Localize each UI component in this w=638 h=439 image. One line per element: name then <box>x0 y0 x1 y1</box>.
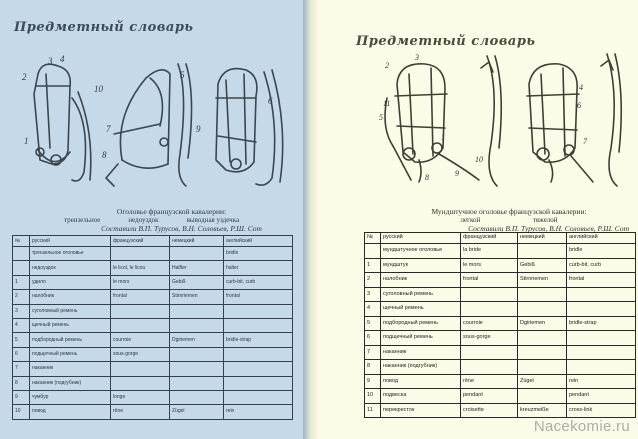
table-row <box>13 290 293 304</box>
table-cell <box>170 390 224 404</box>
table-cell: 3 <box>13 304 30 318</box>
callout-number: 6 <box>577 101 581 110</box>
left-page <box>0 0 303 439</box>
table-cell <box>111 304 170 318</box>
table-cell: подщечный ремень <box>381 331 461 346</box>
table-cell: sous-gorge <box>461 331 518 346</box>
callout-number: 7 <box>583 137 587 146</box>
table-cell: bridle <box>567 244 636 259</box>
table-cell: croisette <box>461 403 518 418</box>
table-cell: недоуздок <box>30 261 111 275</box>
table-row <box>13 405 293 419</box>
table-cell: frontal <box>461 273 518 288</box>
callout-number: 7 <box>106 124 111 134</box>
table-row <box>365 287 636 302</box>
table-cell: чумбур <box>30 390 111 404</box>
table-cell <box>567 302 636 317</box>
callout-number: 1 <box>441 133 445 142</box>
column-header: № <box>365 233 381 244</box>
table-cell: мундштук <box>381 258 461 273</box>
table-row <box>13 304 293 318</box>
table-cell <box>170 362 224 376</box>
table-cell: 8 <box>13 376 30 390</box>
page-title: Предметный словарь <box>14 20 194 35</box>
table-cell: подвеска <box>381 389 461 404</box>
table-cell <box>111 376 170 390</box>
table-cell: 1 <box>13 275 30 289</box>
table-cell <box>170 247 224 261</box>
table-cell: трензельное оголовье <box>30 247 111 261</box>
table-cell: 5 <box>13 333 30 347</box>
table-cell: мундштучное оголовье <box>381 244 461 259</box>
table-row <box>365 258 636 273</box>
table-cell <box>518 331 567 346</box>
table-cell <box>461 360 518 375</box>
caption-title: Оголовье французской кавалерии: <box>116 207 227 216</box>
table-cell: bridle-strap <box>224 333 293 347</box>
bridle-illustration <box>10 52 295 192</box>
table-cell <box>111 247 170 261</box>
table-cell: la bride <box>461 244 518 259</box>
table-cell: 8 <box>365 360 381 375</box>
table-cell: налобник <box>381 273 461 288</box>
table-cell: 6 <box>13 347 30 361</box>
table-cell: щечный ремень <box>381 302 461 317</box>
table-cell: pendant <box>461 389 518 404</box>
column-header: русский <box>381 233 461 244</box>
table-cell <box>461 287 518 302</box>
table-cell: 2 <box>365 273 381 288</box>
table-cell <box>170 318 224 332</box>
table-cell: frontal <box>567 273 636 288</box>
table-cell: 10 <box>13 405 30 419</box>
table-cell: Dgiriemen <box>170 333 224 347</box>
table-cell: подбородный ремень <box>381 316 461 331</box>
table-cell: наканник (подгубник) <box>381 360 461 375</box>
table-cell: суголовный ремень <box>381 287 461 302</box>
table-cell: le licol, le licou <box>111 261 170 275</box>
table-row <box>13 275 293 289</box>
table-cell: frontal <box>224 290 293 304</box>
callout-number: 9 <box>196 124 201 134</box>
table-cell: Gebiß <box>518 258 567 273</box>
dictionary-table <box>12 235 293 420</box>
table-row <box>13 333 293 347</box>
table-row <box>13 390 293 404</box>
table-row <box>13 261 293 275</box>
column-header: французский <box>111 236 170 247</box>
callout-number: 2 <box>22 72 27 82</box>
table-cell <box>518 302 567 317</box>
callout-number: 6 <box>268 96 273 106</box>
table-cell: rein <box>567 374 636 389</box>
callout-number: 8 <box>425 173 429 182</box>
table-cell: удило <box>30 275 111 289</box>
table-cell <box>567 331 636 346</box>
callout-number: 11 <box>383 99 391 108</box>
table-cell: суголовный ремень <box>30 304 111 318</box>
table-cell: 3 <box>365 287 381 302</box>
table-cell <box>518 244 567 259</box>
table-cell <box>461 345 518 360</box>
callout-number: 2 <box>385 61 389 70</box>
callout-number: 8 <box>102 150 107 160</box>
curb-bridle-illustration <box>379 48 635 188</box>
caption-authors: Составили В.П. Турусов, В.Н. Соловьев, Р.Ш. Сот <box>101 224 262 233</box>
caption-subtitles: трензельное недоуздок выводная уздечка <box>63 216 240 224</box>
table-cell: повод <box>381 374 461 389</box>
table-cell: Stirnriemen <box>170 290 224 304</box>
table-cell: rein <box>224 405 293 419</box>
table-cell: Zügel <box>518 374 567 389</box>
table-cell: Zügel <box>170 405 224 419</box>
callout-number: 3 <box>415 53 419 62</box>
table-cell: pendant <box>567 389 636 404</box>
table-cell: curb-bit, curb <box>224 275 293 289</box>
callout-number: 4 <box>579 83 583 92</box>
table-cell <box>518 360 567 375</box>
table-cell <box>461 302 518 317</box>
table-cell: подбородный ремень <box>30 333 111 347</box>
callout-number: 1 <box>24 136 29 146</box>
table-cell: 4 <box>13 318 30 332</box>
callout-number: 4 <box>60 54 65 64</box>
table-cell <box>224 304 293 318</box>
table-row <box>13 347 293 361</box>
table-cell: Gebiß <box>170 275 224 289</box>
caption-subtitles: легкой тяжелой <box>460 216 558 224</box>
table-cell: 1 <box>365 258 381 273</box>
table-cell: 4 <box>365 302 381 317</box>
table-cell: 10 <box>365 389 381 404</box>
table-row <box>13 362 293 376</box>
caption-authors: Составили В.П. Турусов, В.Н. Соловьев, Р.Ш. Сот <box>468 224 629 233</box>
callout-number: 5 <box>180 70 185 80</box>
table-cell: 5 <box>365 316 381 331</box>
table-cell <box>111 318 170 332</box>
table-cell: kreuzmeiße <box>518 403 567 418</box>
table-cell: le mors <box>111 275 170 289</box>
table-header-row <box>365 233 636 244</box>
table-row <box>365 389 636 404</box>
table-cell: rêne <box>461 374 518 389</box>
callout-number: 10 <box>94 84 103 94</box>
table-row <box>365 302 636 317</box>
figure-caption <box>0 207 303 233</box>
table-cell <box>170 347 224 361</box>
table-row <box>365 345 636 360</box>
table-row <box>13 376 293 390</box>
table-cell: перекресток <box>381 403 461 418</box>
dictionary-table <box>364 232 636 418</box>
table-cell: Halfter <box>170 261 224 275</box>
table-cell <box>567 345 636 360</box>
table-cell: halter <box>224 261 293 275</box>
table-cell: bridle <box>224 247 293 261</box>
table-row <box>365 374 636 389</box>
table-cell <box>170 304 224 318</box>
table-cell: 9 <box>13 390 30 404</box>
table-cell <box>224 376 293 390</box>
table-cell: frontal <box>111 290 170 304</box>
table-cell <box>224 362 293 376</box>
table-cell: Dgiriemen <box>518 316 567 331</box>
table-cell: 2 <box>13 290 30 304</box>
table-row <box>365 316 636 331</box>
table-cell <box>224 390 293 404</box>
table-row <box>13 247 293 261</box>
table-cell: наканник <box>30 362 111 376</box>
table-cell <box>518 389 567 404</box>
table-cell <box>224 318 293 332</box>
table-cell: подщечный ремень <box>30 347 111 361</box>
table-cell: sous-gorge <box>111 347 170 361</box>
table-cell <box>170 376 224 390</box>
column-header: № <box>13 236 30 247</box>
table-cell <box>13 247 30 261</box>
table-cell: щечный ремень <box>30 318 111 332</box>
table-cell: courroie <box>461 316 518 331</box>
table-cell: налобник <box>30 290 111 304</box>
table-row <box>13 318 293 332</box>
table-cell: cross-link <box>567 403 636 418</box>
table-cell <box>365 244 381 259</box>
table-cell: наканник <box>381 345 461 360</box>
callout-number: 10 <box>475 155 483 164</box>
table-row <box>365 331 636 346</box>
table-cell: rêne <box>111 405 170 419</box>
column-header: английский <box>224 236 293 247</box>
table-cell <box>567 287 636 302</box>
book-gutter <box>303 0 319 439</box>
table-cell: 7 <box>13 362 30 376</box>
table-cell: 6 <box>365 331 381 346</box>
column-header: немецкий <box>170 236 224 247</box>
table-cell <box>111 362 170 376</box>
table-header-row <box>13 236 293 247</box>
table-cell <box>567 360 636 375</box>
column-header: английский <box>567 233 636 244</box>
right-page <box>319 0 638 439</box>
table-cell: 9 <box>365 374 381 389</box>
table-row <box>365 273 636 288</box>
callout-number: 3 <box>48 56 53 66</box>
table-cell: 7 <box>365 345 381 360</box>
table-row <box>365 360 636 375</box>
table-cell: le mors <box>461 258 518 273</box>
table-cell: повод <box>30 405 111 419</box>
table-cell <box>224 347 293 361</box>
table-cell <box>518 287 567 302</box>
figure-caption <box>389 207 629 233</box>
table-cell <box>13 261 30 275</box>
callout-number: 5 <box>379 113 383 122</box>
page-title: Предметный словарь <box>356 34 536 49</box>
table-cell: bridle-strap <box>567 316 636 331</box>
column-header: русский <box>30 236 111 247</box>
watermark: Nacekomie.ru <box>533 418 630 435</box>
table-cell: 11 <box>365 403 381 418</box>
table-row <box>365 403 636 418</box>
callout-number: 9 <box>455 169 459 178</box>
table-cell <box>518 345 567 360</box>
table-row <box>365 244 636 259</box>
caption-title: Мундштучное оголовье французской кавалерии: <box>431 207 587 216</box>
table-cell: courroie <box>111 333 170 347</box>
column-header: немецкий <box>518 233 567 244</box>
table-cell: longe <box>111 390 170 404</box>
column-header: французский <box>461 233 518 244</box>
table-cell: Stirnriemen <box>518 273 567 288</box>
table-cell: наканник (подгубник) <box>30 376 111 390</box>
table-cell: curb-bit, curb <box>567 258 636 273</box>
